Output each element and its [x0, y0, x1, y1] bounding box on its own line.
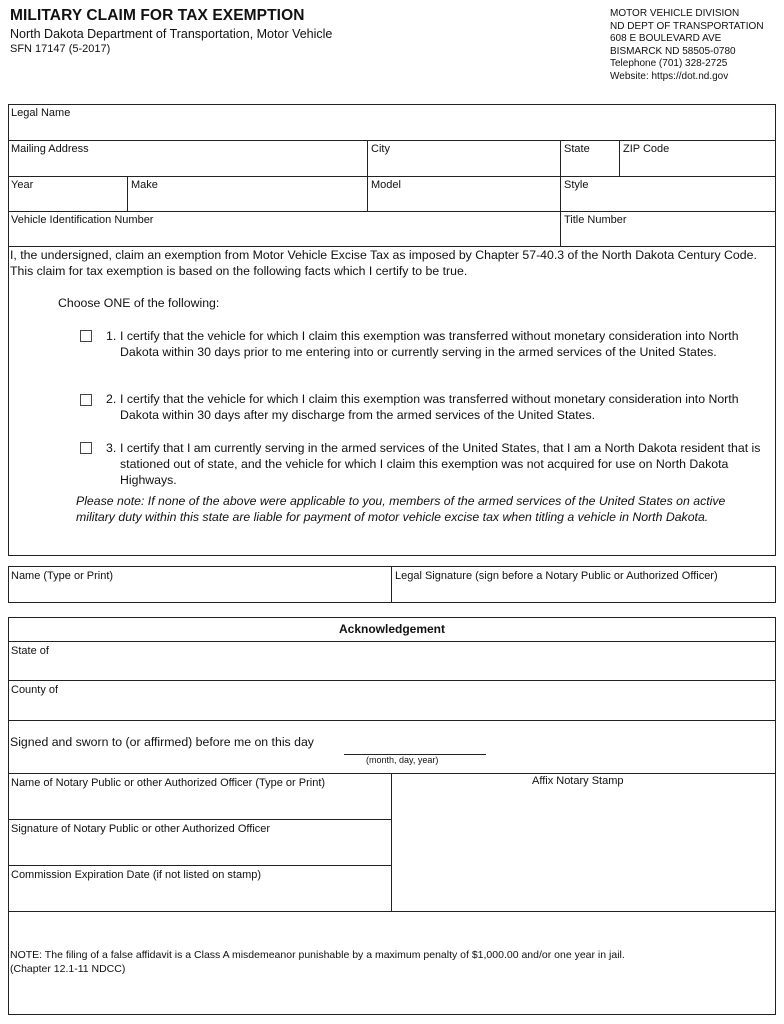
false-affidavit-note — [10, 949, 770, 976]
claim-statement: I, the undersigned, claim an exemption from Motor Vehicle Excise Tax as imposed by Chapter 57-40.3 of the North Dakota Century Code. This claim for tax exemption is based on the following facts which I certify to be true. — [10, 248, 757, 278]
zip-code-field[interactable]: ZIP Code — [623, 143, 670, 155]
legal-name-field[interactable]: Legal Name — [11, 107, 71, 119]
option-text: I certify that the vehicle for which I claim this exemption was transferred without monetary consideration into North Dakota within 30 days after my discharge from the armed services of the United States. — [120, 392, 739, 422]
year-field[interactable]: Year — [11, 179, 34, 191]
agency-line: Telephone (701) 328-2725 — [610, 58, 728, 70]
row-divider — [8, 246, 776, 247]
row-divider — [8, 680, 776, 681]
row-divider — [8, 865, 392, 866]
title-number-field[interactable]: Title Number — [564, 214, 627, 226]
row-divider — [8, 641, 776, 642]
option-2-checkbox[interactable] — [80, 394, 92, 406]
col-divider — [560, 140, 561, 247]
state-field[interactable]: State — [564, 143, 590, 155]
option-number: 3. — [106, 441, 117, 455]
row-divider — [8, 211, 776, 212]
option-number: 1. — [106, 329, 117, 343]
please-note: Please note: If none of the above were applicable to you, members of the armed services of the United States on active military duty within this state are liable for payment of motor vehicle excise tax when titling a vehicle in North Dakota. — [76, 494, 726, 524]
form-number: SFN 17147 (5-2017) — [10, 43, 111, 55]
agency-address — [610, 8, 764, 84]
agency-line: BISMARCK ND 58505-0780 — [610, 45, 736, 57]
choose-one-label: Choose ONE of the following: — [58, 296, 220, 310]
option-text: I certify that the vehicle for which I claim this exemption was transferred without monetary consideration into North Dakota within 30 days prior to me entering into or currently serving in the armed services of the United States. — [120, 329, 739, 359]
row-divider — [8, 720, 776, 721]
col-divider — [127, 176, 128, 212]
make-field[interactable]: Make — [131, 179, 158, 191]
notary-signature-field[interactable]: Signature of Notary Public or other Authorized Officer — [11, 823, 271, 835]
style-field[interactable]: Style — [564, 179, 589, 191]
name-print-field[interactable]: Name (Type or Print) — [11, 570, 114, 582]
col-divider — [619, 140, 620, 176]
option-number: 2. — [106, 392, 117, 406]
notary-name-field[interactable]: Name of Notary Public or other Authorized Officer (Type or Print) — [11, 777, 326, 789]
sworn-statement: Signed and sworn to (or affirmed) before me on this day — [10, 735, 314, 749]
agency-line: ND DEPT OF TRANSPORTATION — [610, 20, 764, 32]
col-divider — [391, 566, 392, 603]
model-field[interactable]: Model — [371, 179, 401, 191]
agency-line: 608 E BOULEVARD AVE — [610, 33, 722, 45]
agency-line: Website: https://dot.nd.gov — [610, 70, 729, 82]
legal-signature-field[interactable]: Legal Signature (sign before a Notary Public or Authorized Officer) — [395, 570, 718, 582]
row-divider — [8, 176, 776, 177]
option-2 — [106, 391, 774, 423]
city-field[interactable]: City — [371, 143, 390, 155]
state-of-field[interactable]: State of — [11, 645, 49, 657]
row-divider — [8, 140, 776, 141]
option-1 — [106, 328, 774, 360]
footnote-line: NOTE: The filing of a false affidavit is a Class A misdemeanor punishable by a maximum penalty of $1,000.00 and/or one year in jail. — [10, 949, 625, 961]
agency-line: MOTOR VEHICLE DIVISION — [610, 8, 740, 19]
col-divider — [367, 140, 368, 212]
row-divider — [8, 819, 392, 820]
form-title: MILITARY CLAIM FOR TAX EXEMPTION — [10, 7, 305, 24]
notary-stamp-label: Affix Notary Stamp — [532, 775, 624, 787]
mailing-address-field[interactable]: Mailing Address — [11, 143, 89, 155]
col-divider — [391, 773, 392, 912]
option-3-checkbox[interactable] — [80, 442, 92, 454]
footnote-line: (Chapter 12.1-11 NDCC) — [10, 962, 126, 975]
county-of-field[interactable]: County of — [11, 684, 59, 696]
acknowledgement-title: Acknowledgement — [338, 622, 446, 636]
option-1-checkbox[interactable] — [80, 330, 92, 342]
row-divider — [8, 773, 776, 774]
option-3 — [106, 440, 774, 488]
option-text: I certify that I am currently serving in the armed services of the United States, that I am a North Dakota resident that is stationed out of state, and the vehicle for which I claim this exemption was not acquired for use on North Dakota Highways. — [120, 441, 761, 487]
date-format-hint: (month, day, year) — [366, 755, 439, 765]
vin-field[interactable]: Vehicle Identification Number — [11, 214, 154, 226]
row-divider — [8, 911, 776, 912]
form-subtitle: North Dakota Department of Transportation, Motor Vehicle — [10, 27, 333, 41]
commission-expiration-field[interactable]: Commission Expiration Date (if not listed on stamp) — [11, 869, 262, 881]
